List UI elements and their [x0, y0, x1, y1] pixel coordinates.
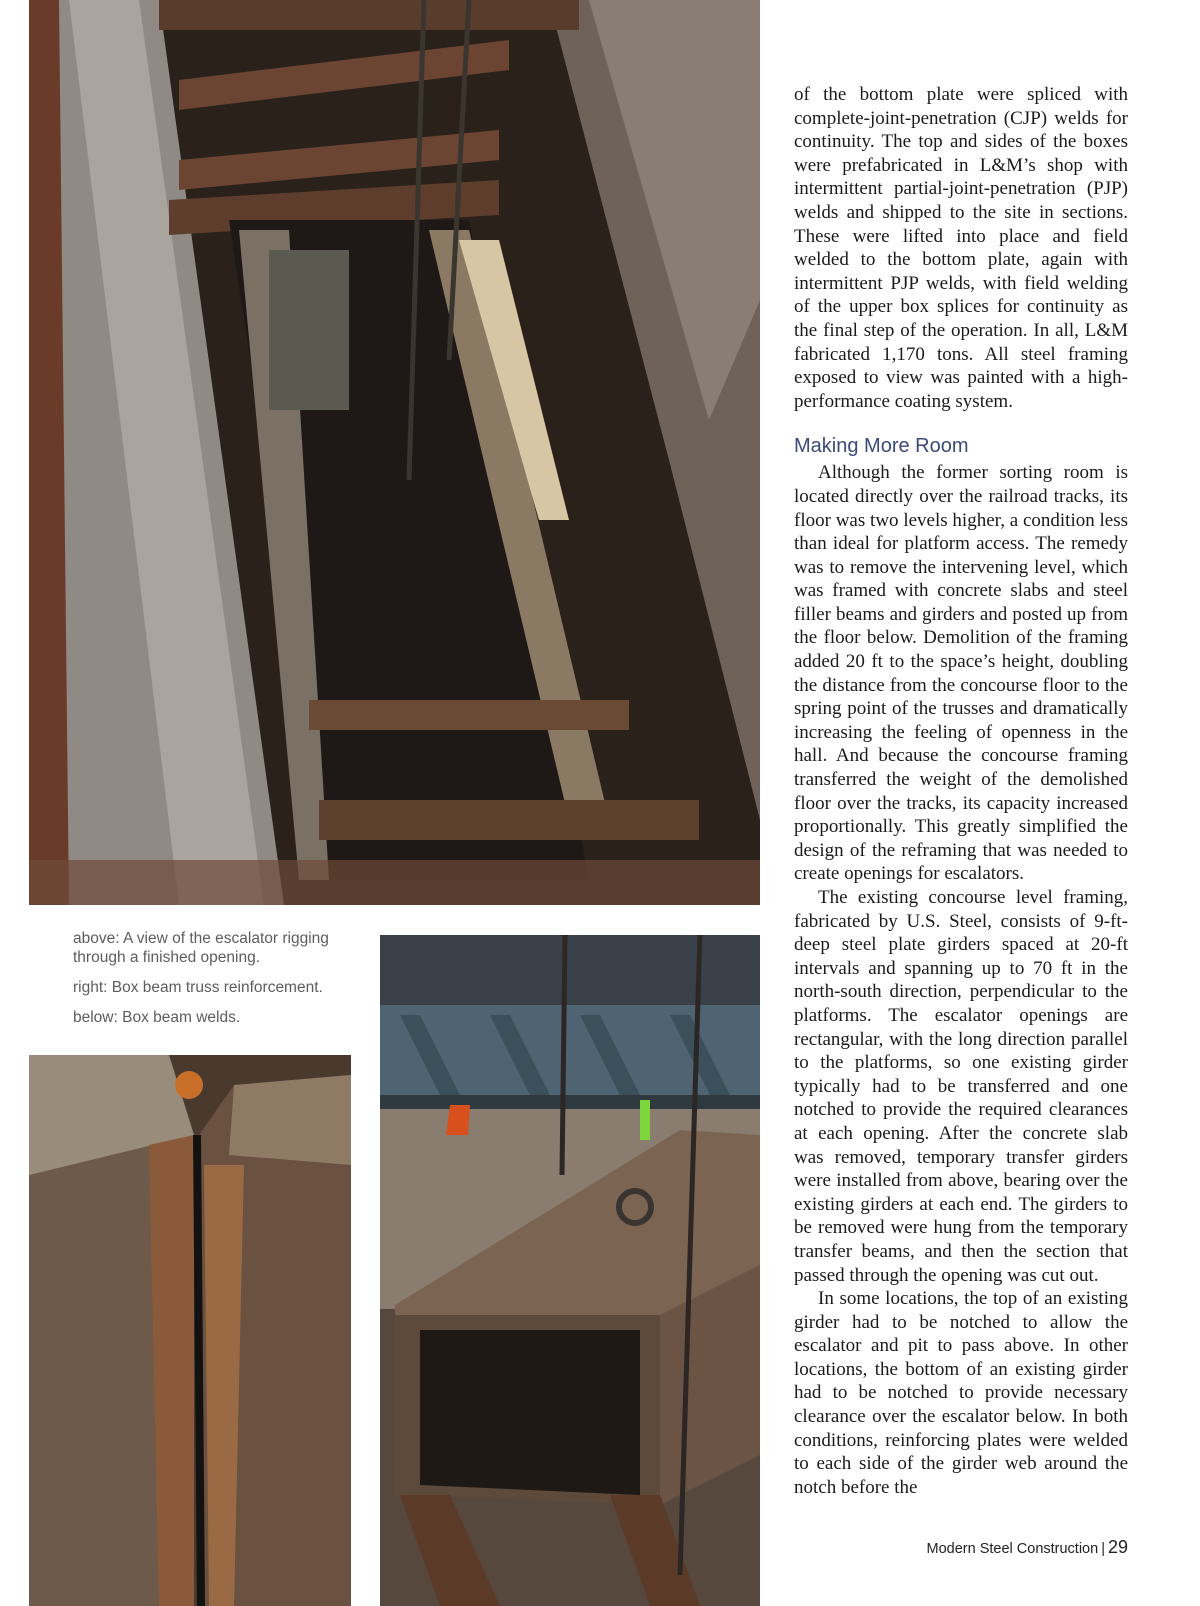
escalator-rigging-illustration	[29, 0, 760, 905]
caption-below: below: Box beam welds.	[73, 1009, 241, 1026]
article-body	[794, 83, 1128, 1499]
article-paragraph: In some locations, the top of an existing girder had to be notched to allow the escalator and pit to pass above. In other locations, the bottom of an existing girder had to be notched to provide necessary clearance over the escalator below. In both conditions, reinforcing plates were welded to each side of the girder web around the notch before the	[794, 1288, 1128, 1498]
article-paragraph: The existing concourse level framing, fabricated by U.S. Steel, consists of 9-ft-deep steel plate girders spaced at 20-ft intervals and spanning up to 70 ft in the north-south direction, perpendicular to the platforms. The escalator openings are rectangular, with the long direction parallel to the platforms, so one existing girder typically had to be transferred and one notched to provide the required clearances at each opening. After the concrete slab was removed, temporary transfer girders were installed from above, bearing over the existing girders at each end. The girders to be removed were hung from the temporary transfer beams, and then the section that passed through the opening was cut out.	[794, 887, 1128, 1286]
footer-separator: |	[1101, 1541, 1105, 1557]
publication-name: Modern Steel Construction	[926, 1541, 1099, 1557]
page-number: 29	[1107, 1537, 1128, 1557]
box-beam-truss-illustration	[380, 935, 760, 1606]
caption-above: above: A view of the escalator rigging through a finished opening.	[73, 930, 329, 966]
article-paragraph: of the bottom plate were spliced with complete-joint-penetration (CJP) welds for continuity. The top and sides of the boxes were prefabricated in L&M’s shop with intermittent partial-joint-penetration (PJP) welds and shipped to the site in sections. These were lifted into place and field welded to the bottom plate, again with intermittent PJP welds, with field welding of the upper box splices for continuity as the final step of the operation. In all, L&M fabricated 1,170 tons. All steel framing exposed to view was painted with a high-performance coating system.	[794, 84, 1128, 412]
escalator-rigging-photo	[29, 0, 760, 905]
box-beam-welds-photo	[29, 1055, 351, 1606]
section-heading: Making More Room	[794, 435, 969, 458]
box-beam-truss-photo	[380, 935, 760, 1606]
caption-right: right: Box beam truss reinforcement.	[73, 979, 323, 996]
article-paragraph: Although the former sorting room is located directly over the railroad tracks, its floor was two levels higher, a condition less than ideal for platform access. The remedy was to remove the intervening level, which was framed with concrete slabs and steel filler beams and girders and posted up from the floor below. Demolition of the framing added 20 ft to the space’s height, doubling the distance from the concourse floor to the spring point of the trusses and dramatically increasing the feeling of openness in the hall. And because the concourse framing transferred the weight of the demolished floor over the tracks, its capacity increased proportionally. This greatly simplified the design of the reframing that was needed to create openings for escalators.	[794, 462, 1128, 885]
photo-captions	[73, 929, 363, 1038]
page-footer	[900, 1537, 1128, 1558]
box-beam-welds-illustration	[29, 1055, 351, 1606]
